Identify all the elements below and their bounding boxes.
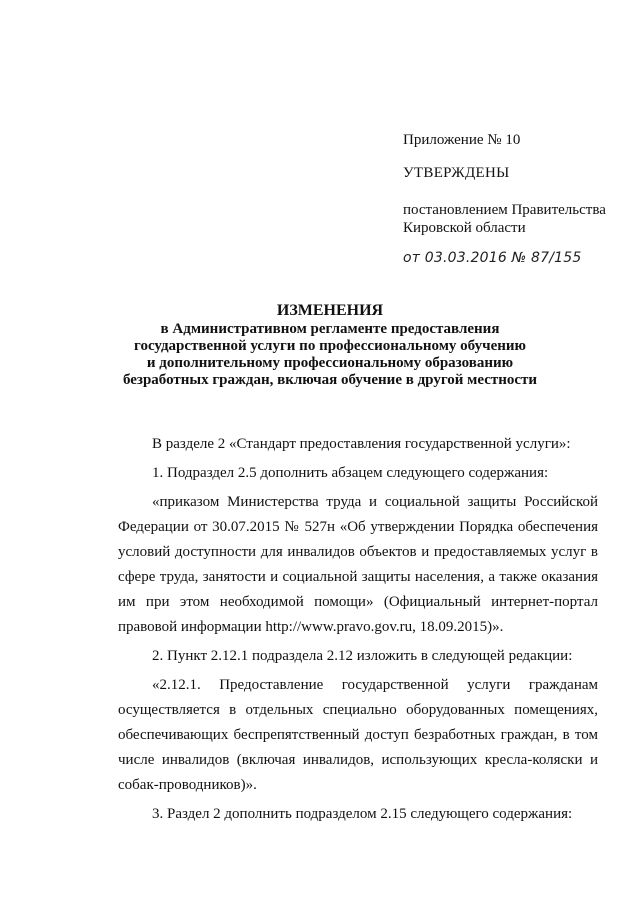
document-title [80,302,580,389]
title-main: ИЗМЕНЕНИЯ [276,302,384,319]
title-line-2: государственной услуги по профессиональному обучению [134,338,526,354]
handwritten-date-number: от 03.03.2016 № 87/155 [403,250,582,266]
paragraph-item-2: 2. Пункт 2.12.1 подраздела 2.12 изложить в следующей редакции: [152,648,573,664]
title-line-4: безработных граждан, включая обучение в другой местности [122,372,538,388]
decree-line-2: Кировской области [403,220,526,236]
paragraph-item-1: 1. Подраздел 2.5 дополнить абзацем следующего содержания: [152,465,549,481]
paragraph-2-12-1: «2.12.1. Предоставление государственной услуги гражданам осуществляется в отдельных специально оборудованных помещениях, обеспечивающих беспрепятственный доступ безработных граждан, в том числе инвалидов (включая инвалидов, использующих кресла-коляски и собак-проводников)». [118,677,598,793]
title-line-1: в Административном регламенте предоставления [160,321,500,337]
decree-reference [403,201,606,237]
approved-label: УТВЕРЖДЕНЫ [403,165,510,181]
title-line-3: и дополнительному профессиональному образованию [146,355,514,371]
document-body [118,432,598,831]
decree-line-1: постановлением Правительства [403,202,606,218]
appendix-number: Приложение № 10 [403,132,521,148]
paragraph-item-3: 3. Раздел 2 дополнить подразделом 2.15 следующего содержания: [152,806,573,822]
paragraph-order-quote: «приказом Министерства труда и социальной защиты Российской Федерации от 30.07.2015 № 527н «Об утверждении Порядка обеспечения условий доступности для инвалидов объектов и предоставляемых услуг в сфере труда, занятости и социальной защиты населения, а также оказания им при этом необходимой помощи» (Официальный интернет-портал правовой информации http://www.pravo.gov.ru, 18.09.2015)». [118,494,598,635]
paragraph-section-2: В разделе 2 «Стандарт предоставления государственной услуги»: [152,436,571,452]
